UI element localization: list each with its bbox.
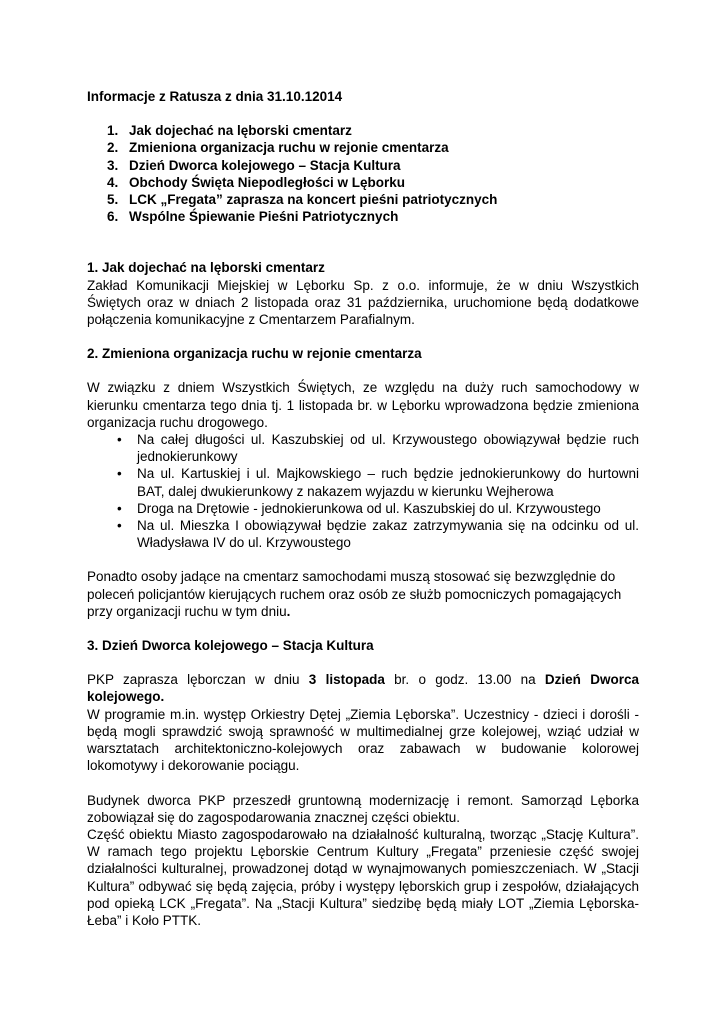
section-3-paragraph-3: Budynek dworca PKP przeszedł gruntowną modernizację i remont. Samorząd Lęborka zobowiązał się do zagospodarowania znacznej części obiektu. [87, 792, 639, 825]
section-3-paragraph-2: W programie m.in. występ Orkiestry Dętej „Ziemia Lęborska”. Uczestnicy - dzieci i dorośli - będą mogli sprawdzić swoją sprawność w multimedialnej grze kolejowej, wziąć udział w warsztatach architektoniczno-kolejowych oraz zabawach w budowanie kolorowej lokomotywy i dekorowanie pociągu. [87, 706, 639, 774]
list-item: • Na ul. Kartuskiej i ul. Majkowskiego – ruch będzie jednokierunkowy do hurtowni BAT, dalej dwukierunkowy z nakazem wyjazdu w kierunku Wejherowa [87, 465, 639, 499]
traffic-changes-list [87, 431, 639, 551]
section-2-closing: Ponadto osoby jadące na cmentarz samochodami muszą stosować się bezwzględnie do poleceń policjantów kierujących ruchem oraz osób ze służb pomocniczych pomagających przy organizacji ruchu w tym dniu. [87, 569, 622, 619]
section-3-paragraph-1: PKP zaprasza lęborczan w dniu 3 listopada br. o godz. 13.00 na Dzień Dworca kolejowego. [87, 672, 639, 705]
document-page [87, 88, 639, 929]
toc-item: 5. LCK „Fregata” zaprasza na koncert pieśni patriotycznych [107, 192, 498, 208]
section-3-paragraph-4: Część obiektu Miasto zagospodarowało na działalność kulturalną, tworząc „Stację Kultura”. W ramach tego projektu Lęborskie Centrum Kultury „Fregata” przeniesie część swojej działalności kulturalnej, prowadzonej dotąd w wynajmowanych pomieszczeniach. W „Stacji Kultura” odbywać się będą zajęcia, próby i występy lęborskich grup i zespołów, działających pod opieką LCK „Fregata”. Na „Stacji Kultura” siedzibę będą miały LOT „Ziemia Lęborska-Łeba” i Koło PTTK. [87, 826, 639, 928]
section-3-heading: 3. Dzień Dworca kolejowego – Stacja Kultura [87, 638, 374, 654]
section-1-body: Zakład Komunikacji Miejskiej w Lęborku Sp. z o.o. informuje, że w dniu Wszystkich Świętych oraz w dniach 2 listopada oraz 31 października, uruchomione będą dodatkowe połączenia komunikacyjne z Cmentarzem Parafialnym. [87, 277, 639, 328]
toc-item: 6. Wspólne Śpiewanie Pieśni Patriotycznych [107, 209, 399, 225]
section-1-heading: 1. Jak dojechać na lęborski cmentarz [87, 260, 325, 276]
section-2-heading: 2. Zmieniona organizacja ruchu w rejonie cmentarza [87, 346, 422, 362]
toc-item: 2. Zmieniona organizacja ruchu w rejonie cmentarza [107, 140, 449, 156]
toc-item: 4. Obchody Święta Niepodległości w Lęborku [107, 174, 406, 190]
toc-item: 3. Dzień Dworca kolejowego – Stacja Kultura [107, 157, 401, 173]
section-2-intro: W związku z dniem Wszystkich Świętych, ze względu na duży ruch samochodowy w kierunku cmentarza tego dnia tj. 1 listopada br. w Lęborku wprowadzona będzie zmieniona organizacja ruchu drogowego. [87, 380, 639, 430]
document-title: Informacje z Ratusza z dnia 31.10.12014 [87, 89, 343, 104]
toc-item: 1. Jak dojechać na lęborski cmentarz [107, 123, 352, 139]
list-item: • Droga na Drętowie - jednokierunkowa od ul. Kaszubskiej do ul. Krzywoustego [87, 500, 639, 517]
list-item: • Na ul. Mieszka I obowiązywał będzie zakaz zatrzymywania się na odcinku od ul. Władysława IV do ul. Krzywoustego [87, 517, 639, 551]
list-item: • Na całej długości ul. Kaszubskiej od ul. Krzywoustego obowiązywał będzie ruch jednokierunkowy [87, 431, 639, 465]
table-of-contents [87, 122, 639, 225]
